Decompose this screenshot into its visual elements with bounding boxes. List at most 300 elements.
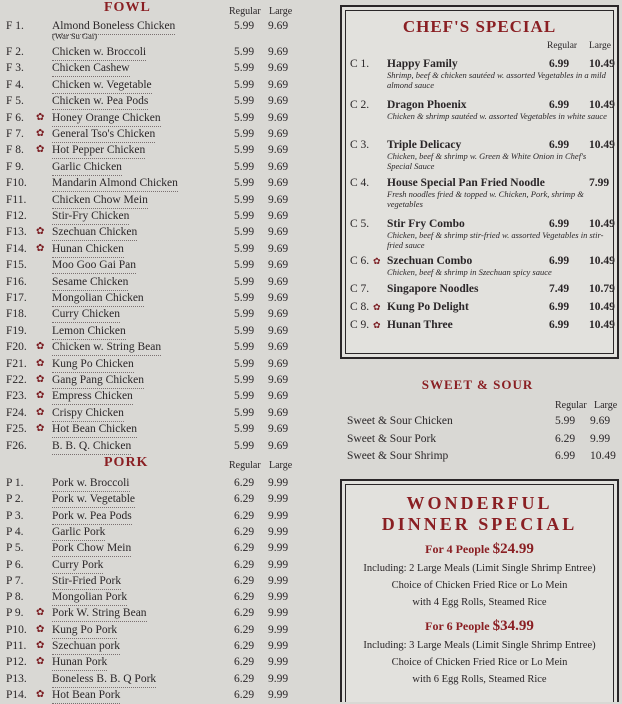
pork-row — [0, 638, 330, 654]
large-price: 9.69 — [268, 20, 289, 32]
dinner-title-line2: DINNER SPECIAL — [381, 514, 578, 534]
item-name: Pork W. String Bean — [52, 605, 147, 622]
fowl-row — [0, 110, 330, 126]
item-name: Chicken w. Vegetable — [52, 77, 152, 94]
item-code: F26. — [6, 439, 27, 452]
regular-price: 6.29 — [234, 574, 255, 587]
item-code: C 5. — [350, 218, 370, 230]
item-name: Chicken w. Pea Pods — [52, 93, 148, 110]
item-name: Chicken Chow Mein — [52, 192, 148, 209]
large-price: 9.69 — [268, 423, 289, 436]
item-code: P11. — [6, 640, 27, 652]
fowl-row — [0, 323, 330, 339]
regular-price: 6.29 — [234, 591, 255, 604]
item-code: F18. — [6, 308, 27, 321]
item-code: C 9. — [350, 319, 370, 331]
item-name: Chicken w. String Bean — [52, 339, 161, 356]
pork-title: PORK — [104, 455, 149, 470]
chef-large-head: Large — [589, 41, 611, 51]
item-name: Kung Po Delight — [387, 301, 469, 313]
large-price: 9.69 — [268, 160, 289, 173]
fowl-row — [0, 126, 330, 142]
fowl-row — [0, 405, 330, 421]
pork-row — [0, 654, 330, 670]
item-name: Garlic Chicken — [52, 159, 122, 176]
item-code: F16. — [6, 275, 27, 288]
chef-row — [342, 138, 617, 152]
item-code: F 9. — [6, 160, 24, 173]
regular-price: 5.99 — [234, 374, 255, 386]
chili-pepper-icon: ✿ — [36, 688, 45, 700]
chefs-special-title: CHEF'S SPECIAL — [402, 17, 557, 36]
item-name: Szechuan Chicken — [52, 224, 137, 241]
item-code: F23. — [6, 390, 27, 403]
item-name: Pork w. Pea Pods — [52, 508, 132, 525]
pork-row — [0, 573, 330, 589]
regular-price: 5.99 — [234, 324, 255, 337]
fowl-regular-head: Regular — [229, 6, 261, 17]
item-code: F25. — [6, 423, 27, 436]
regular-price: 6.99 — [549, 255, 570, 267]
fowl-row — [0, 290, 330, 306]
item-name: Empress Chicken — [52, 388, 133, 405]
regular-price: 5.99 — [234, 390, 255, 403]
item-name: Kung Po Pork — [52, 622, 117, 639]
regular-price: 5.99 — [234, 292, 255, 304]
regular-price: 5.99 — [234, 78, 255, 91]
item-name: Pork w. Broccoli — [52, 475, 130, 492]
regular-price: 6.99 — [549, 99, 570, 111]
item-code: P12. — [6, 656, 27, 669]
regular-price: 5.99 — [234, 193, 255, 206]
item-name: Stir-Fry Chicken — [52, 208, 129, 225]
large-price: 9.99 — [268, 558, 289, 571]
pork-row — [0, 508, 330, 524]
dinner-special-box — [340, 479, 619, 702]
sweet-sour-row — [347, 413, 617, 429]
chili-pepper-icon: ✿ — [373, 320, 381, 330]
chefs-special-box — [340, 5, 619, 359]
regular-price: 5.99 — [234, 406, 255, 419]
item-description: Chicken & shrimp sautéed w. assorted Vegetables in white sauce — [387, 111, 607, 121]
large-price: 9.69 — [268, 275, 289, 288]
item-name: Szechuan Combo — [387, 255, 473, 267]
large-price: 9.69 — [268, 210, 289, 222]
pork-row — [0, 605, 330, 621]
fowl-row — [0, 438, 330, 454]
item-name: Gang Pang Chicken — [52, 372, 144, 389]
item-name: General Tso's Chicken — [52, 126, 155, 143]
item-name: Hunan Three — [387, 319, 453, 331]
chili-pepper-icon: ✿ — [36, 374, 45, 385]
regular-price: 5.99 — [234, 242, 255, 255]
item-code: F13. — [6, 226, 27, 239]
regular-price: 6.99 — [549, 319, 570, 331]
item-name: Mongolian Chicken — [52, 290, 144, 307]
item-code: F17. — [6, 292, 27, 304]
large-price: 9.69 — [268, 144, 289, 157]
item-code: C 6. — [350, 255, 370, 267]
chili-pepper-icon: ✿ — [373, 302, 381, 312]
regular-price: 5.99 — [234, 160, 255, 173]
fowl-row — [0, 44, 330, 60]
item-subtitle: (War Su Gai) — [52, 31, 98, 41]
chef-regular-head: Regular — [547, 41, 578, 51]
item-name: Mandarin Almond Chicken — [52, 175, 178, 192]
regular-price: 6.29 — [234, 542, 255, 555]
regular-price: 6.29 — [234, 623, 255, 636]
large-price: 9.99 — [268, 607, 289, 620]
regular-price: 5.99 — [234, 20, 255, 32]
large-price: 10.79 — [589, 283, 615, 295]
large-price: 10.49 — [589, 255, 615, 267]
item-code: F 5. — [6, 95, 24, 108]
four-people-price: $24.99 — [492, 541, 534, 557]
regular-price: 6.99 — [549, 218, 570, 230]
fowl-row — [0, 18, 330, 34]
chili-pepper-icon: ✿ — [36, 406, 45, 418]
regular-price: 5.99 — [234, 177, 255, 190]
regular-price: 6.99 — [555, 450, 576, 462]
large-price: 9.69 — [268, 242, 289, 255]
regular-price: 5.99 — [234, 275, 255, 288]
regular-price: 5.99 — [234, 46, 255, 58]
item-code: F20. — [6, 341, 27, 354]
regular-price: 5.99 — [234, 210, 255, 222]
item-code: P 3. — [6, 509, 24, 522]
large-price: 10.49 — [589, 58, 615, 70]
ss-large-head: Large — [594, 400, 618, 411]
fowl-row — [0, 175, 330, 191]
pork-row — [0, 687, 330, 703]
large-price: 9.99 — [268, 656, 289, 669]
item-code: F 7. — [6, 128, 24, 140]
chili-pepper-icon: ✿ — [36, 640, 45, 651]
chili-pepper-icon: ✿ — [36, 242, 45, 254]
chili-pepper-icon: ✿ — [36, 656, 45, 668]
large-price: 10.49 — [589, 218, 615, 230]
large-price: 9.69 — [268, 78, 289, 91]
chili-pepper-icon: ✿ — [36, 226, 45, 238]
four-people-line1: Including: 2 Large Meals (Limit Single Shrimp Entree) — [363, 563, 596, 574]
item-code: F 6. — [6, 111, 24, 124]
fowl-row — [0, 274, 330, 290]
regular-price: 5.99 — [234, 128, 255, 140]
item-name: Boneless B. B. Q Pork — [52, 671, 156, 688]
fowl-row — [0, 93, 330, 109]
large-price: 9.99 — [268, 477, 289, 489]
regular-price: 5.99 — [234, 111, 255, 124]
large-price: 9.69 — [268, 95, 289, 108]
item-code: F11. — [6, 193, 27, 206]
chef-row — [342, 217, 617, 231]
item-name: Sweet & Sour Shrimp — [347, 450, 449, 462]
large-price: 9.99 — [268, 493, 289, 506]
pork-row — [0, 622, 330, 638]
regular-price: 7.49 — [549, 283, 570, 295]
chili-pepper-icon: ✿ — [36, 357, 45, 369]
six-people-price: $34.99 — [492, 618, 534, 634]
regular-price: 5.99 — [234, 423, 255, 436]
item-code: P 9. — [6, 607, 24, 620]
item-name: Singapore Noodles — [387, 283, 479, 295]
fowl-row — [0, 421, 330, 437]
regular-price: 5.99 — [234, 341, 255, 354]
large-price: 9.99 — [590, 432, 611, 445]
item-name: Pork w. Vegetable — [52, 491, 135, 508]
chef-row — [342, 282, 617, 296]
item-name: Sweet & Sour Pork — [347, 432, 437, 445]
large-price: 9.69 — [268, 406, 289, 419]
regular-price: 5.99 — [234, 144, 255, 157]
item-code: P 2. — [6, 493, 24, 506]
large-price: 9.69 — [268, 46, 289, 58]
item-code: C 4. — [350, 177, 370, 189]
six-people-line2: Choice of Chicken Fried Rice or Lo Mein — [391, 657, 568, 668]
regular-price: 5.99 — [555, 415, 576, 427]
chef-row — [342, 57, 617, 71]
item-code: P 8. — [6, 591, 24, 604]
chili-pepper-icon: ✿ — [36, 423, 45, 435]
item-code: P 6. — [6, 558, 24, 571]
item-code: P10. — [6, 623, 27, 636]
chili-pepper-icon: ✿ — [36, 111, 45, 123]
item-name: Garlic Pork — [52, 524, 105, 541]
chef-row — [342, 98, 617, 112]
item-code: P 7. — [6, 574, 24, 587]
item-code: C 7. — [350, 283, 370, 295]
item-name: Almond Boneless Chicken — [52, 18, 175, 35]
item-name: B. B. Q. Chicken — [52, 438, 131, 455]
fowl-row — [0, 306, 330, 322]
fowl-row — [0, 241, 330, 257]
item-name: Sweet & Sour Chicken — [347, 415, 453, 427]
large-price: 10.49 — [589, 301, 615, 313]
dinner-title-line1: WONDERFUL — [406, 493, 553, 513]
item-code: C 8. — [350, 301, 370, 313]
item-name: Chicken w. Broccoli — [52, 44, 146, 61]
chef-row — [342, 176, 617, 190]
item-name: Stir-Fried Pork — [52, 573, 121, 590]
large-price: 9.69 — [268, 357, 289, 370]
chili-pepper-icon: ✿ — [36, 341, 45, 353]
chili-pepper-icon: ✿ — [373, 256, 381, 266]
four-people-line3: with 4 Egg Rolls, Steamed Rice — [412, 597, 547, 608]
regular-price: 5.99 — [234, 308, 255, 321]
item-name: Stir Fry Combo — [387, 218, 465, 230]
item-description: Chicken, beef & shrimp stir-fried w. assorted Vegetables in stir- fried sauce — [387, 230, 604, 250]
pork-row — [0, 540, 330, 556]
item-code: F15. — [6, 259, 27, 272]
regular-price: 6.29 — [234, 688, 255, 701]
regular-price: 6.29 — [234, 493, 255, 506]
item-name: Curry Pork — [52, 557, 103, 574]
item-code: F21. — [6, 357, 27, 370]
large-price: 9.99 — [268, 591, 289, 604]
chili-pepper-icon: ✿ — [36, 607, 45, 619]
large-price: 9.99 — [268, 525, 289, 538]
large-price: 9.69 — [268, 62, 289, 75]
four-people-label: For 4 People — [425, 542, 490, 556]
regular-price: 6.99 — [549, 139, 570, 151]
item-name: Mongolian Pork — [52, 589, 127, 606]
large-price: 9.69 — [268, 226, 289, 239]
regular-price: 5.99 — [234, 357, 255, 370]
six-people-line3: with 6 Egg Rolls, Steamed Rice — [412, 674, 547, 685]
regular-price: 6.29 — [234, 525, 255, 538]
regular-price: 6.29 — [234, 509, 255, 522]
large-price: 9.69 — [268, 390, 289, 403]
item-code: F19. — [6, 324, 27, 337]
sweet-sour-title: SWEET & SOUR — [421, 377, 534, 392]
regular-price: 6.29 — [234, 477, 255, 489]
regular-price: 6.29 — [234, 607, 255, 620]
item-code: F 1. — [6, 20, 24, 32]
item-code: F14. — [6, 242, 27, 255]
fowl-row — [0, 372, 330, 388]
fowl-row — [0, 257, 330, 273]
fowl-row — [0, 208, 330, 224]
six-people-label: For 6 People — [425, 619, 490, 633]
item-code: F12. — [6, 210, 27, 222]
item-name: Sesame Chicken — [52, 274, 128, 291]
fowl-large-head: Large — [269, 6, 293, 17]
item-name: House Special Pan Fried Noodle — [387, 177, 545, 189]
item-name: Hunan Pork — [52, 654, 107, 671]
large-price: 10.49 — [589, 99, 615, 111]
item-name: Happy Family — [387, 58, 458, 70]
large-price: 9.99 — [268, 672, 289, 685]
ss-regular-head: Regular — [555, 400, 587, 411]
fowl-row — [0, 356, 330, 372]
regular-price: 5.99 — [234, 95, 255, 108]
item-code: F24. — [6, 406, 27, 419]
item-description: Chicken, beef & shrimp in Szechuan spicy sauce — [387, 267, 552, 277]
item-code: C 3. — [350, 139, 370, 151]
large-price: 9.69 — [268, 308, 289, 321]
item-code: F 8. — [6, 144, 24, 157]
large-price: 9.69 — [268, 259, 289, 272]
regular-price: 5.99 — [234, 62, 255, 75]
large-price: 9.99 — [268, 623, 289, 636]
item-name: Curry Chicken — [52, 306, 120, 323]
item-name: Lemon Chicken — [52, 323, 126, 340]
large-price: 9.69 — [268, 374, 289, 386]
chef-row — [342, 254, 617, 268]
fowl-row — [0, 224, 330, 240]
large-price: 9.69 — [268, 324, 289, 337]
chili-pepper-icon: ✿ — [36, 128, 45, 139]
large-price: 10.49 — [590, 450, 616, 462]
pork-row — [0, 524, 330, 540]
large-price: 9.69 — [268, 341, 289, 354]
pork-row — [0, 589, 330, 605]
large-price: 9.99 — [268, 688, 289, 701]
item-code: F 3. — [6, 62, 24, 75]
large-price: 9.69 — [590, 415, 611, 427]
item-name: Kung Po Chicken — [52, 356, 134, 373]
large-price: 10.49 — [589, 319, 615, 331]
item-code: F22. — [6, 374, 27, 386]
fowl-row — [0, 159, 330, 175]
large-price: 9.69 — [268, 439, 289, 452]
item-code: P13. — [6, 672, 27, 685]
item-description: Shrimp, beef & chicken sautéed w. assorted Vegetables in a mild almond sauce — [387, 70, 606, 90]
regular-price: 6.29 — [234, 656, 255, 669]
large-price: 9.69 — [268, 128, 289, 140]
regular-price: 6.99 — [549, 301, 570, 313]
item-name: Hot Pepper Chicken — [52, 142, 145, 159]
large-price: 9.69 — [268, 177, 289, 190]
fowl-row — [0, 77, 330, 93]
item-code: F10. — [6, 177, 27, 190]
item-code: C 2. — [350, 99, 370, 111]
pork-row — [0, 557, 330, 573]
pork-regular-head: Regular — [229, 460, 261, 471]
chef-row — [342, 318, 617, 332]
item-code: P 4. — [6, 525, 24, 538]
large-price: 9.99 — [268, 640, 289, 652]
item-code: C 1. — [350, 58, 370, 70]
chef-row — [342, 300, 617, 314]
item-code: P 1. — [6, 477, 24, 489]
large-price: 9.99 — [268, 542, 289, 555]
four-people-offer — [342, 541, 617, 558]
pork-row — [0, 671, 330, 687]
fowl-row — [0, 192, 330, 208]
large-price: 7.99 — [589, 177, 610, 189]
item-name: Pork Chow Mein — [52, 540, 131, 557]
regular-price: 6.29 — [234, 640, 255, 652]
item-description: Chicken, beef & shrimp w. Green & White Onion in Chef's Special Sauce — [387, 151, 587, 171]
sweet-sour-row — [347, 448, 617, 464]
regular-price: 6.29 — [234, 558, 255, 571]
fowl-row — [0, 60, 330, 76]
fowl-row — [0, 388, 330, 404]
item-name: Hot Bean Chicken — [52, 421, 137, 438]
four-people-line2: Choice of Chicken Fried Rice or Lo Mein — [391, 580, 568, 591]
fowl-title: FOWL — [104, 0, 151, 15]
fowl-row — [0, 339, 330, 355]
regular-price: 5.99 — [234, 439, 255, 452]
chili-pepper-icon: ✿ — [36, 390, 45, 402]
item-name: Crispy Chicken — [52, 405, 124, 422]
sweet-sour-row — [347, 431, 617, 447]
regular-price: 5.99 — [234, 259, 255, 272]
item-name: Szechuan pork — [52, 638, 120, 655]
large-price: 9.99 — [268, 509, 289, 522]
item-name: Chicken Cashew — [52, 60, 130, 77]
six-people-line1: Including: 3 Large Meals (Limit Single Shrimp Entree) — [363, 640, 596, 651]
six-people-offer — [342, 618, 617, 635]
item-description: Fresh noodles fried & topped w. Chicken, Pork, shrimp & vegetables — [387, 189, 584, 209]
pork-row — [0, 491, 330, 507]
item-name: Dragon Phoenix — [387, 99, 467, 111]
large-price: 9.69 — [268, 193, 289, 206]
pork-row — [0, 475, 330, 491]
fowl-row — [0, 142, 330, 158]
regular-price: 5.99 — [234, 226, 255, 239]
item-name: Triple Delicacy — [387, 139, 462, 151]
large-price: 9.69 — [268, 111, 289, 124]
regular-price: 6.29 — [234, 672, 255, 685]
chili-pepper-icon: ✿ — [36, 623, 45, 635]
large-price: 9.69 — [268, 292, 289, 304]
regular-price: 6.29 — [555, 432, 576, 445]
item-name: Honey Orange Chicken — [52, 110, 161, 127]
item-code: F 2. — [6, 46, 24, 58]
large-price: 9.99 — [268, 574, 289, 587]
